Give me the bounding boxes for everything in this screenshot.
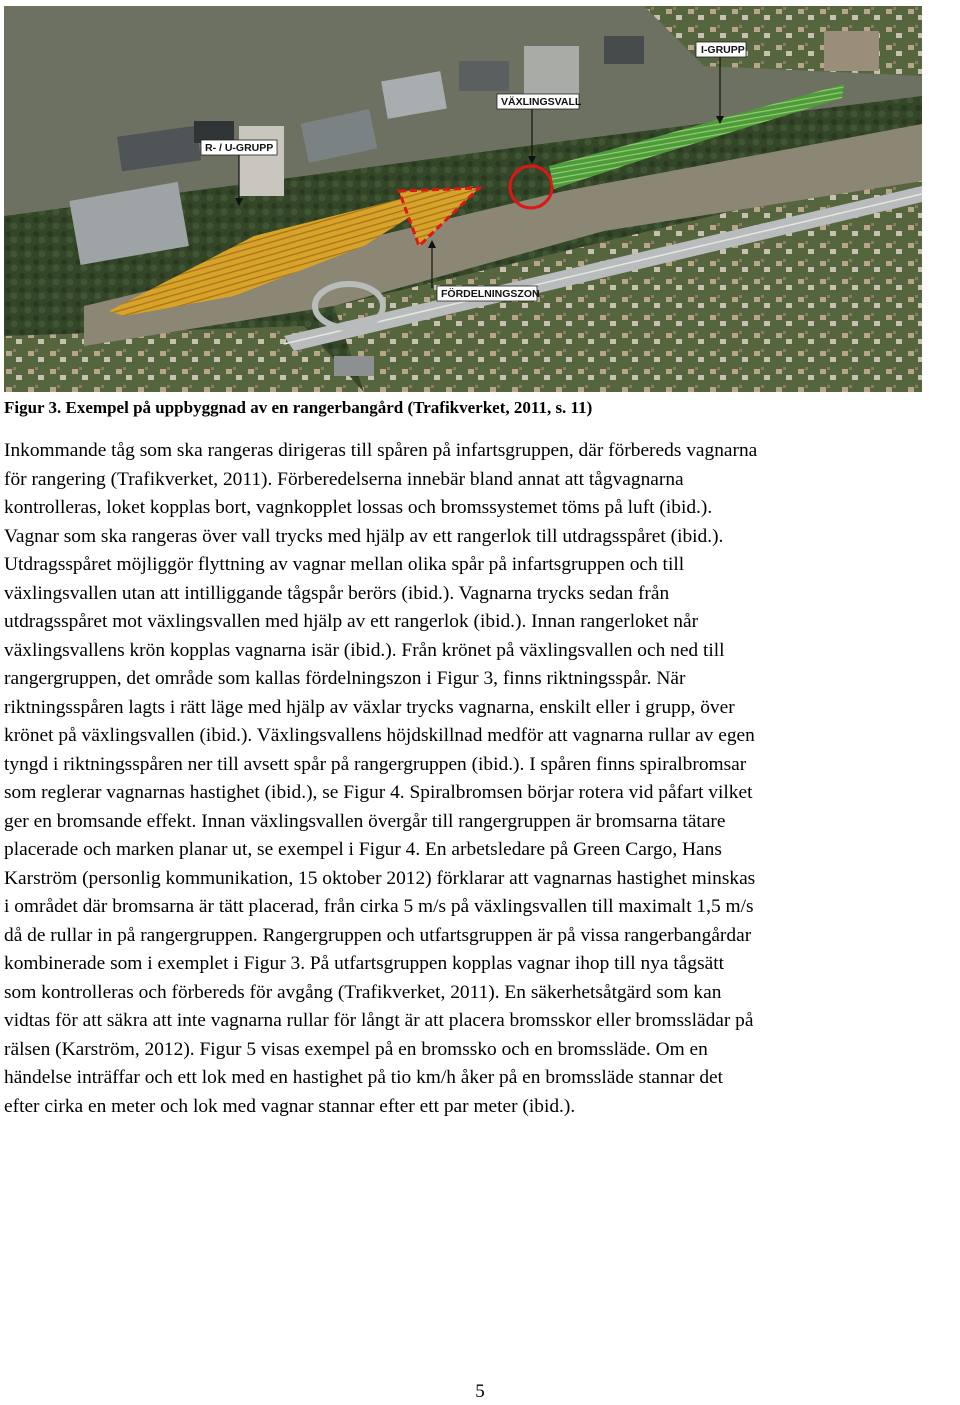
text-line: växlingsvallens krön kopplas vagnarna isär (ibid.). Från krönet på växlingsvallen och ned till — [4, 639, 725, 661]
building — [604, 36, 644, 64]
building — [334, 356, 374, 376]
tower-building — [239, 126, 284, 196]
aerial-map-svg — [4, 6, 922, 392]
text-line: då de rullar in på rangergruppen. Rangergruppen och utfartsgruppen är på vissa rangerbangårdar — [4, 924, 752, 946]
aerial-map-figure — [4, 6, 922, 392]
label-r-u-grupp-text: R- / U-GRUPP — [205, 142, 274, 154]
text-line: efter cirka en meter och lok med vagnar stannar efter ett par meter (ibid.). — [4, 1095, 576, 1117]
text-line: Vagnar som ska rangeras över vall trycks med hjälp av ett rangerlok till utdragsspåret (ibid.). — [4, 525, 724, 547]
building — [524, 46, 579, 96]
text-line: som reglerar vagnarnas hastighet (ibid.), se Figur 4. Spiralbromsen börjar rotera vid påfart vilket — [4, 782, 753, 803]
figure-caption: Figur 3. Exempel på uppbyggnad av en rangerbangård (Trafikverket, 2011, s. 11) — [4, 398, 593, 417]
text-line: rangergruppen, det område som kallas fördelningszon i Figur 3, finns riktningsspår. När — [4, 668, 686, 689]
text-line: Karström (personlig kommunikation, 15 oktober 2012) förklarar att vagnarnas hastighet minskas — [4, 867, 756, 889]
text-line: Utdragsspåret möjliggör flyttning av vagnar mellan olika spår på infartsgruppen och till — [4, 554, 685, 575]
label-fordelningszon-text: FÖRDELNINGSZON — [441, 288, 540, 300]
text-line: i området där bromsarna är tätt placerad, från cirka 5 m/s på växlingsvallen till maximalt 1,5 m/s — [4, 896, 754, 917]
text-line: händelse inträffar och ett lok med en hastighet på tio km/h åker på en bromssläde stannar det — [4, 1067, 724, 1088]
text-line: som kontrolleras och förbereds för avgång (Trafikverket, 2011). En säkerhetsåtgärd som kan — [4, 981, 722, 1003]
text-line: tyngd i riktningsspåren ner till avsett spår på rangergruppen (ibid.). I spåren finns spiralbromsar — [4, 753, 747, 775]
building — [459, 61, 509, 91]
text-line: kontrolleras, loket kopplas bort, vagnkopplet lossas och bromssystemet töms på luft (ibid.). — [4, 497, 713, 518]
text-line: krönet på växlingsvallen (ibid.). Växlingsvallens höjdskillnad medför att vagnarna rullar av egen — [4, 725, 755, 746]
building — [824, 31, 879, 71]
text-line: Inkommande tåg som ska rangeras dirigeras till spåren på infartsgruppen, där förbereds vagnarna — [4, 440, 758, 461]
text-line: kombinerade som i exemplet i Figur 3. På utfartsgruppen kopplas vagnar ihop till nya tågsätt — [4, 953, 725, 974]
text-line: vidtas för att säkra att inte vagnarna rullar för långt är att placera bromsskor eller bromsslädar på — [4, 1010, 754, 1031]
label-vaxlingsvall-text: VÄXLINGSVALL — [501, 96, 582, 108]
text-line: ger en bromsande effekt. Innan växlingsvallen övergår till rangergruppen är bromsarna tätare — [4, 810, 726, 832]
body-paragraph — [4, 437, 956, 1121]
page-number: 5 — [475, 1381, 485, 1402]
text-line: placerade och marken planar ut, se exempel i Figur 4. En arbetsledare på Green Cargo, Hans — [4, 839, 722, 860]
text-line: rälsen (Karström, 2012). Figur 5 visas exempel på en bromssko och en bromssläde. Om en — [4, 1038, 708, 1060]
text-line: växlingsvallen utan att intilliggande tågspår berörs (ibid.). Vagnarna trycks sedan från — [4, 582, 670, 604]
label-i-grupp-text: I-GRUPP — [701, 44, 745, 56]
text-line: utdragsspåret mot växlingsvallen med hjälp av ett rangerlok (ibid.). Innan rangerloket når — [4, 611, 699, 632]
text-line: riktningsspåren lagts i rätt läge med hjälp av växlar trycks vagnarna, enskilt eller i grupp, över — [4, 696, 735, 718]
text-line: för rangering (Trafikverket, 2011). Förberedelserna innebär bland annat att tågvagnarna — [4, 468, 684, 490]
